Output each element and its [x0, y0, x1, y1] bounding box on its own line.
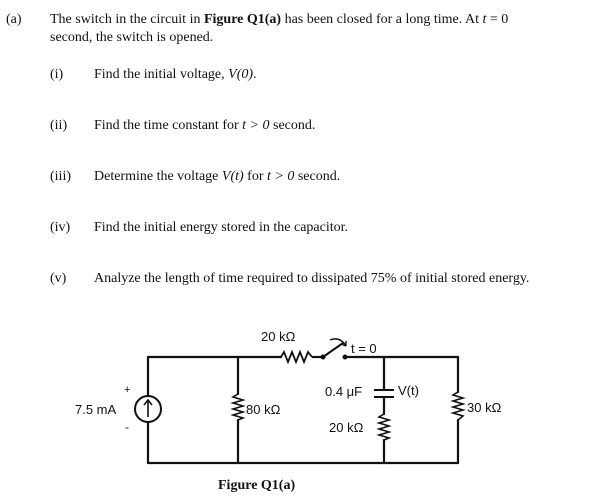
part-iii-body: Determine the voltage — [94, 169, 222, 184]
part-iii-mid: for — [243, 169, 267, 184]
label-switch: t = 0 — [351, 341, 377, 356]
part-i-var: V(0) — [228, 67, 254, 82]
question-label: (a) — [6, 12, 22, 27]
switch-blade — [323, 343, 343, 357]
label-r-20k: 20 kΩ — [329, 420, 364, 435]
part-iv-text: Find the initial energy stored in the capacitor. — [94, 220, 349, 235]
resistor-20k — [379, 414, 389, 440]
label-r-top: 20 kΩ — [261, 329, 296, 344]
part-ii-body: Find the time constant for — [94, 118, 243, 133]
label-cap: 0.4 μF — [325, 384, 363, 399]
part-ii-var: t > 0 — [242, 118, 270, 133]
label-r-80k: 80 kΩ — [246, 402, 281, 417]
question-text-a: The switch in the circuit in — [50, 12, 204, 27]
resistor-top — [281, 352, 312, 362]
part-iii-end: second. — [294, 169, 341, 184]
part-iv-num: (iv) — [50, 220, 71, 235]
part-v-text: Analyze the length of time required to dissipated 75% of initial stored energy. — [94, 271, 530, 286]
label-r-30k: 30 kΩ — [467, 400, 502, 415]
part-i-end: . — [253, 67, 257, 82]
part-iii-num: (iii) — [50, 169, 71, 184]
figure-caption: Figure Q1(a) — [218, 478, 296, 493]
question-line-2: second, the switch is opened. — [50, 30, 214, 45]
question-text-c: = 0 — [486, 12, 509, 27]
part-iii-var2: t > 0 — [267, 169, 295, 184]
part-i-num: (i) — [50, 67, 64, 82]
question-text-b: has been closed for a long time. At — [281, 12, 483, 27]
label-source-minus: - — [125, 420, 129, 434]
part-ii-num: (ii) — [50, 118, 68, 133]
part-ii-end: second. — [269, 118, 316, 133]
resistor-30k — [453, 392, 463, 420]
label-source: 7.5 mA — [75, 402, 117, 417]
figure-ref: Figure Q1(a) — [203, 12, 282, 27]
part-iii-var: V(t) — [221, 169, 244, 184]
switch-contact — [343, 355, 348, 360]
resistor-80k — [233, 394, 243, 420]
label-vt: V(t) — [398, 383, 419, 398]
label-source-plus: + — [124, 384, 131, 396]
time-var: t — [482, 12, 487, 27]
part-i-body: Find the initial voltage, — [94, 67, 229, 82]
part-v-num: (v) — [50, 271, 67, 286]
